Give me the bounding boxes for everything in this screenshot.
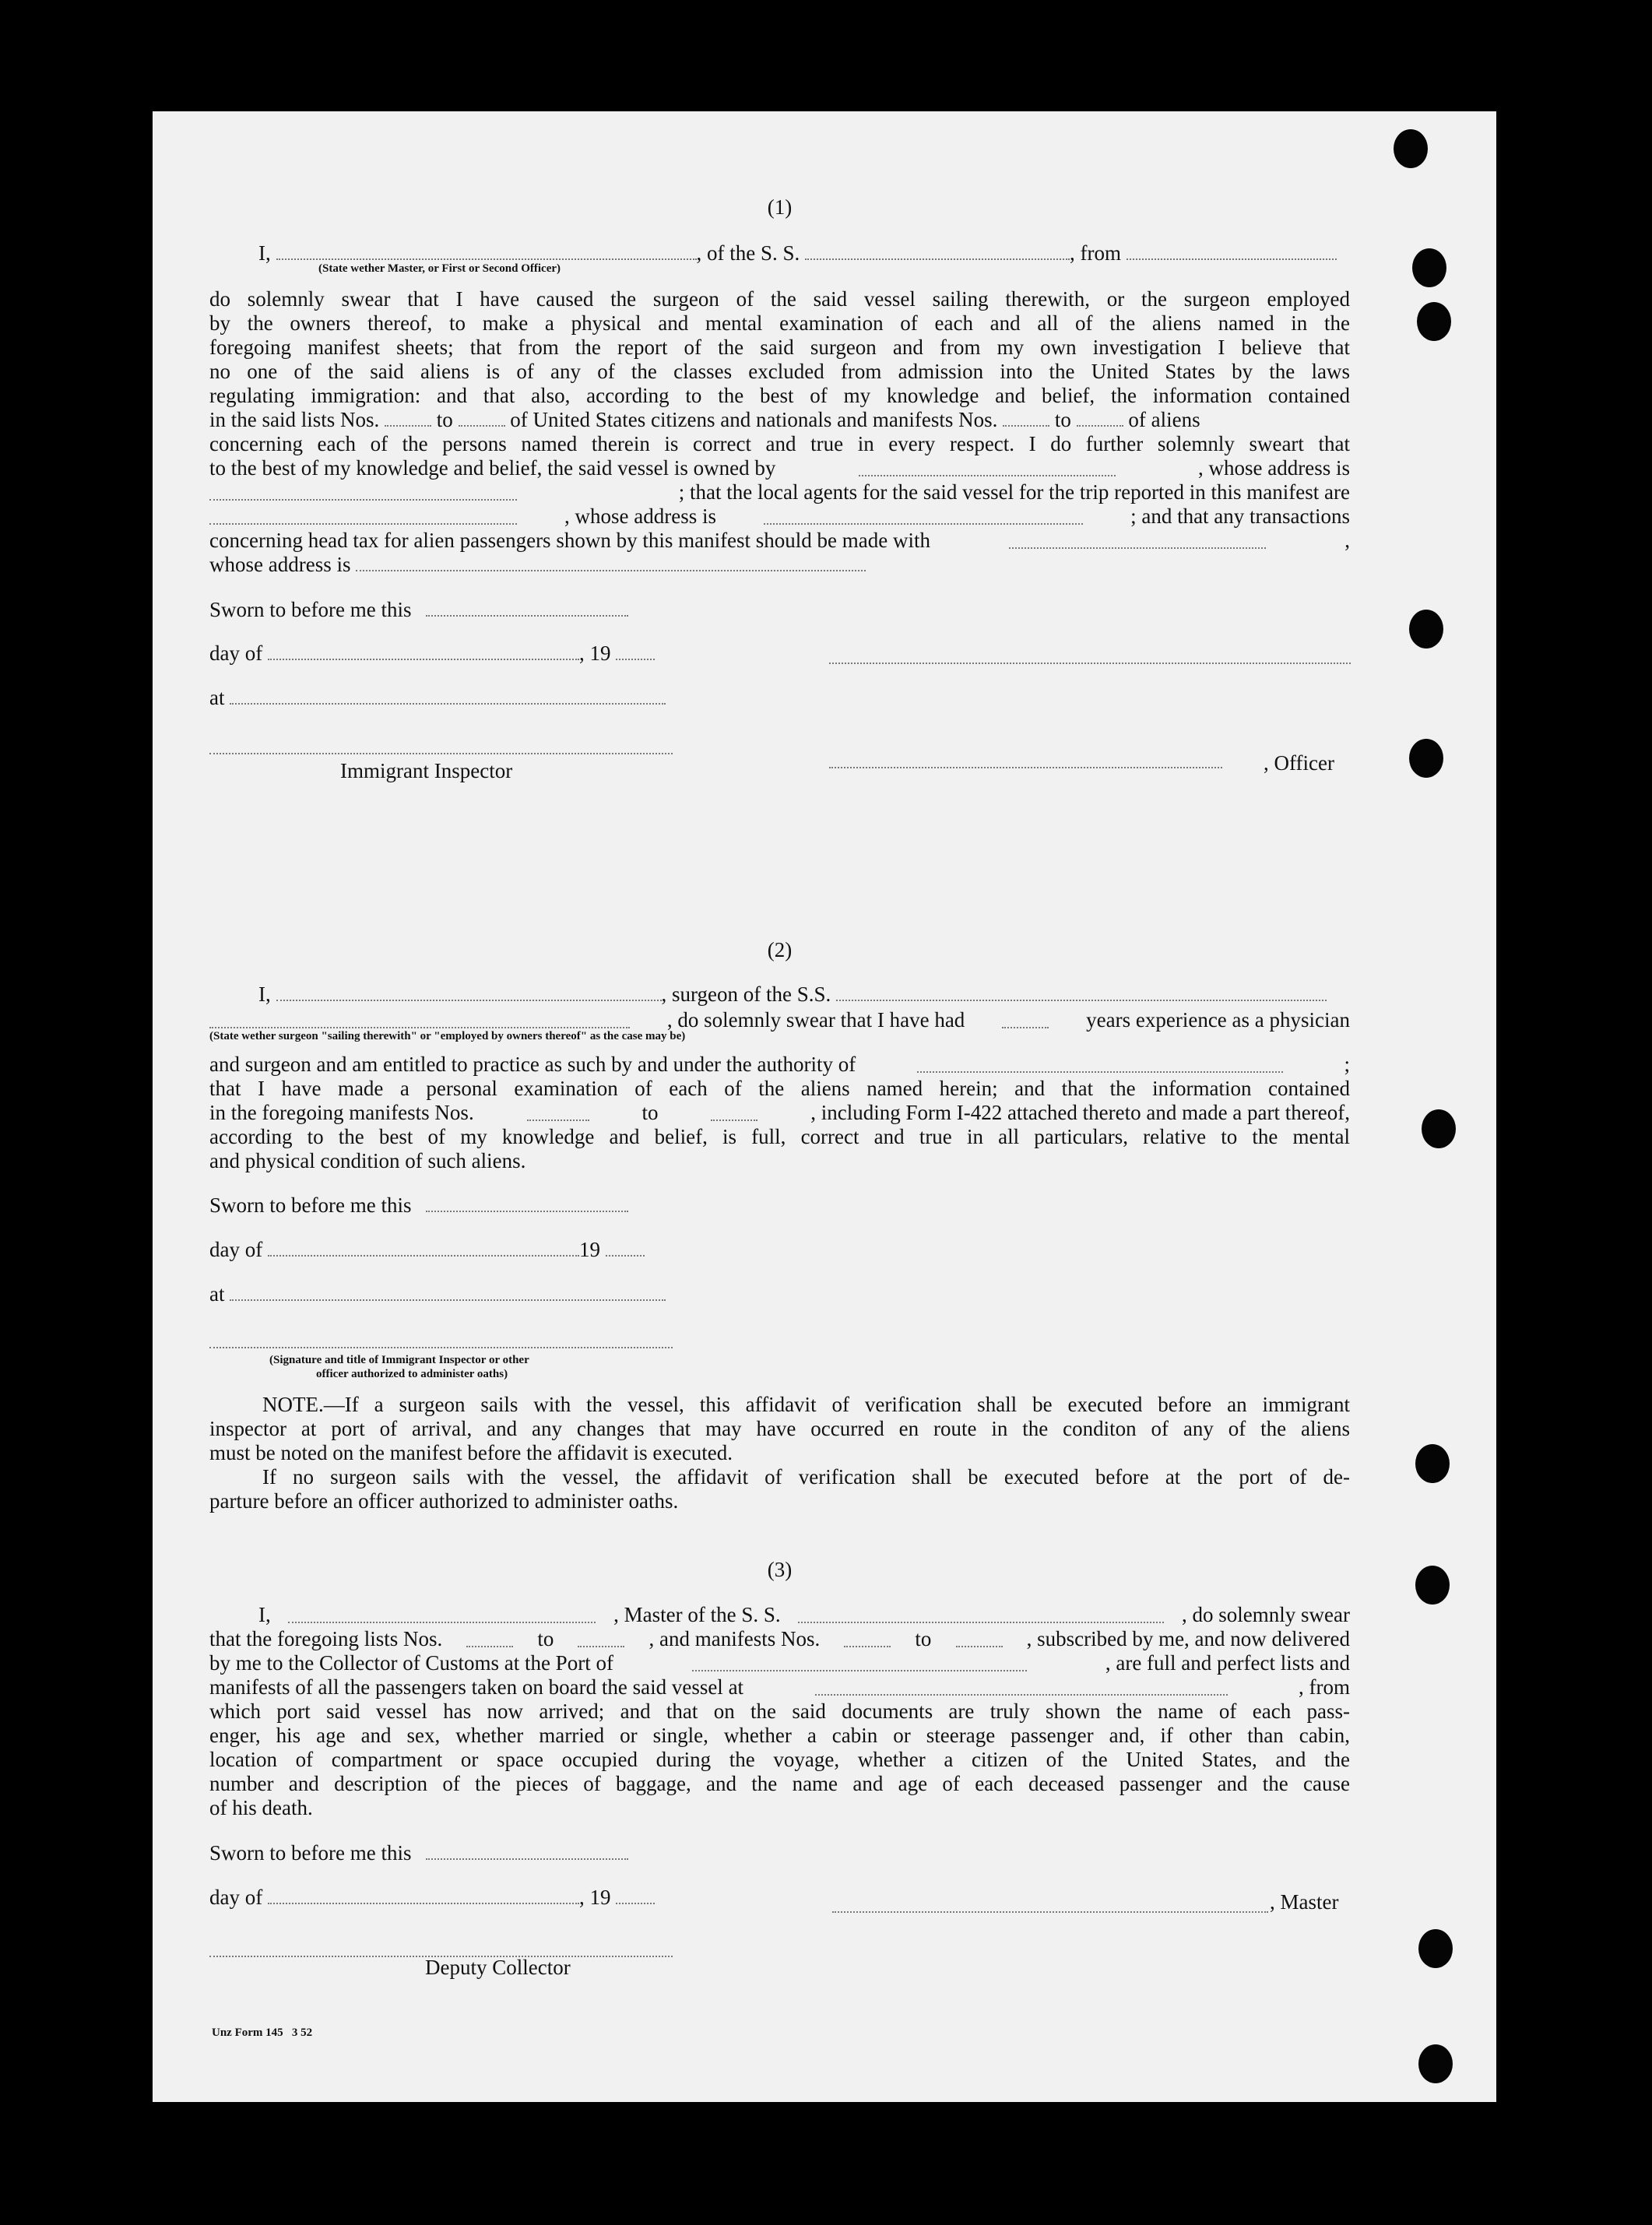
section-3-collector-label: Deputy Collector bbox=[425, 1956, 571, 1979]
section-2-surgeon-note: (State wether surgeon "sailing therewith" or "employed by owners thereof" as the case may be) bbox=[209, 1030, 686, 1042]
agents-field[interactable] bbox=[209, 508, 517, 525]
punch-hole bbox=[1415, 1444, 1450, 1483]
section-1-at: at bbox=[209, 686, 666, 710]
punch-hole bbox=[1394, 129, 1428, 168]
section-3-day-field[interactable] bbox=[268, 1887, 579, 1904]
form-number: Unz Form 145 3 52 bbox=[212, 2026, 313, 2039]
section-3-line-3: by me to the Collector of Customs at the Port of , are full and perfect lists and bbox=[209, 1651, 1350, 1675]
section-3-line-2: that the foregoing lists Nos. to , and manifests Nos. to , subscribed by me, and now delivered bbox=[209, 1627, 1350, 1650]
section-1-line-7: concerning each of the persons named therein is correct and true in every respect. I do further solemnly sweart that bbox=[209, 432, 1350, 455]
section-1-line-11: concerning head tax for alien passengers shown by this manifest should be made with , bbox=[209, 529, 1350, 552]
master-lists-to-field[interactable] bbox=[578, 1630, 624, 1647]
manifests-from-field[interactable] bbox=[1003, 409, 1049, 427]
authority-field[interactable] bbox=[917, 1056, 1283, 1073]
section-1-year-field[interactable] bbox=[616, 643, 655, 660]
punch-hole bbox=[1418, 1929, 1453, 1968]
section-2-sworn-field[interactable] bbox=[426, 1195, 628, 1212]
section-1-master-signature-line[interactable] bbox=[829, 661, 1351, 664]
section-1-line-8: to the best of my knowledge and belief, the said vessel is owned by , whose address is bbox=[209, 456, 1350, 480]
section-1-inspector-signature-line[interactable] bbox=[209, 751, 673, 754]
section-1-line-12: whose address is bbox=[209, 553, 866, 577]
section-1-line-9: ; that the local agents for the said vessel for the trip reported in this manifest are bbox=[209, 480, 1350, 504]
master-vessel-field[interactable] bbox=[798, 1606, 1164, 1623]
punch-hole bbox=[1409, 739, 1443, 778]
owner-field[interactable] bbox=[859, 459, 1116, 476]
section-2-inspector-signature-line[interactable] bbox=[209, 1345, 673, 1348]
section-2-at: at bbox=[209, 1282, 666, 1306]
punch-hole bbox=[1422, 1109, 1456, 1148]
manifests-to-field[interactable] bbox=[1077, 409, 1123, 427]
punch-hole bbox=[1412, 248, 1446, 287]
section-2-line-4: that I have made a personal examination of each of the aliens named herein; and that the information contained bbox=[209, 1077, 1350, 1100]
section-1-sworn-field[interactable] bbox=[426, 599, 628, 617]
head-tax-party-field[interactable] bbox=[1009, 532, 1266, 549]
surgeon-status-field[interactable] bbox=[209, 1011, 630, 1028]
section-1-line-6: in the said lists Nos. to of United States citizens and nationals and manifests Nos. to of aliens bbox=[209, 408, 1200, 431]
section-1-at-field[interactable] bbox=[230, 687, 666, 705]
section-1-day-field[interactable] bbox=[268, 643, 579, 660]
port-field[interactable] bbox=[692, 1654, 1027, 1671]
section-2-note: NOTE.—If a surgeon sails with the vessel, this affidavit of verification shall be executed before an immigrant inspector at port of arrival, and any changes that may have occurred en route in the conditon of any of the aliens must be noted on the manifest before the affidavit is executed. bbox=[209, 1393, 1350, 1464]
section-1-inspector-label: Immigrant Inspector bbox=[340, 759, 513, 782]
section-2-line-3: and surgeon and am entitled to practice as such by and under the authority of ; bbox=[209, 1053, 1350, 1076]
section-2-line-2: , do solemnly swear that I have had years experience as a physician bbox=[209, 1008, 1350, 1032]
section-2-line-1: I, , surgeon of the S.S. bbox=[258, 982, 1327, 1007]
section-3-day: day of , 19 bbox=[209, 1886, 655, 1910]
section-2-note-2: If no surgeon sails with the vessel, the affidavit of verification shall be executed before at the port of de- parture before an officer authorized to administer oaths. bbox=[209, 1465, 1350, 1513]
head-tax-address-field[interactable] bbox=[356, 554, 866, 571]
agents-address-field[interactable] bbox=[764, 508, 1083, 525]
surgeon-manifests-to-field[interactable] bbox=[711, 1104, 757, 1121]
surgeon-name-field[interactable] bbox=[276, 984, 662, 1001]
section-3-master-label: , Master bbox=[1270, 1890, 1339, 1914]
boarding-port-field[interactable] bbox=[815, 1678, 1228, 1696]
section-2-sworn: Sworn to before me this bbox=[209, 1193, 628, 1218]
section-3-number: (3) bbox=[767, 1558, 793, 1581]
section-2-number: (2) bbox=[767, 938, 793, 961]
section-1-officer-signature-line[interactable] bbox=[829, 765, 1222, 768]
section-1-line-10: , whose address is ; and that any transactions bbox=[209, 504, 1350, 529]
section-3-body: which port said vessel has now arrived; and that on the said documents are truly shown the name of each pass- enger, his age and sex, whether married or single, whether a cabin or steerage passenger and, if other than cabin, location of compartment or space occupied during the voyage, whether a citizen of the United States, and the number and description of the pieces of baggage, and the name and age of each deceased passenger and the cause of his death. bbox=[209, 1700, 1350, 1819]
section-3-year-field[interactable] bbox=[616, 1887, 655, 1904]
section-2-day-field[interactable] bbox=[268, 1239, 579, 1257]
lists-from-field[interactable] bbox=[385, 409, 431, 427]
lists-to-field[interactable] bbox=[459, 409, 505, 427]
section-3-line-1: I, , Master of the S. S. , do solemnly swear bbox=[258, 1603, 1350, 1626]
section-3-sworn: Sworn to before me this bbox=[209, 1841, 628, 1865]
section-2-body: according to the best of my knowledge and belief, is full, correct and true in all particulars, relative to the mental and physical condition of such aliens. bbox=[209, 1125, 1350, 1172]
surgeon-manifests-from-field[interactable] bbox=[527, 1104, 589, 1121]
section-2-signature-note-1: (Signature and title of Immigrant Inspector or other bbox=[269, 1354, 529, 1366]
section-2-year-field[interactable] bbox=[606, 1239, 645, 1257]
years-experience-field[interactable] bbox=[1002, 1011, 1049, 1028]
punch-hole bbox=[1409, 610, 1443, 649]
punch-hole bbox=[1415, 1566, 1450, 1605]
officer-name-field[interactable] bbox=[276, 243, 697, 260]
owner-address-field[interactable] bbox=[209, 483, 517, 501]
master-manifests-to-field[interactable] bbox=[956, 1630, 1003, 1647]
section-3-master-signature-line[interactable] bbox=[832, 1910, 1268, 1913]
master-manifests-from-field[interactable] bbox=[844, 1630, 891, 1647]
punch-hole bbox=[1418, 2044, 1453, 2083]
section-1-day: day of , 19 bbox=[209, 641, 655, 666]
section-2-day: day of 19 bbox=[209, 1238, 645, 1262]
surgeon-vessel-field[interactable] bbox=[836, 984, 1327, 1001]
master-name-field[interactable] bbox=[288, 1606, 596, 1623]
section-1-line-1: I, , of the S. S. , from bbox=[258, 241, 1337, 265]
section-1-officer-note: (State wether Master, or First or Second Officer) bbox=[318, 262, 561, 275]
punch-hole bbox=[1417, 302, 1451, 341]
section-2-signature-note-2: officer authorized to administer oaths) bbox=[316, 1368, 508, 1380]
master-lists-from-field[interactable] bbox=[466, 1630, 513, 1647]
section-1-body: do solemnly swear that I have caused the surgeon of the said vessel sailing therewith, or the surgeon employed by the owners thereof, to make a physical and mental examination of each and all of the aliens named in the foregoing manifest sheets; that from the report of the said surgeon and from my own investigation I believe that no one of the said aliens is of any of the classes excluded from admission into the United States by the laws regulating immigration: and that also, according to the best of my knowledge and belief, the information contained bbox=[209, 287, 1350, 407]
section-1-officer-label: , Officer bbox=[1264, 751, 1334, 775]
section-3-line-4: manifests of all the passengers taken on board the said vessel at , from bbox=[209, 1675, 1350, 1699]
section-2-at-field[interactable] bbox=[230, 1284, 666, 1301]
section-2-line-5: in the foregoing manifests Nos. to , including Form I-422 attached thereto and made a part thereof, bbox=[209, 1101, 1350, 1124]
from-port-field[interactable] bbox=[1127, 243, 1337, 260]
form-sheet bbox=[153, 111, 1496, 2102]
section-1-number: (1) bbox=[767, 195, 793, 219]
section-3-sworn-field[interactable] bbox=[426, 1843, 628, 1860]
section-1-sworn: Sworn to before me this bbox=[209, 598, 628, 622]
vessel-name-field[interactable] bbox=[805, 243, 1070, 260]
